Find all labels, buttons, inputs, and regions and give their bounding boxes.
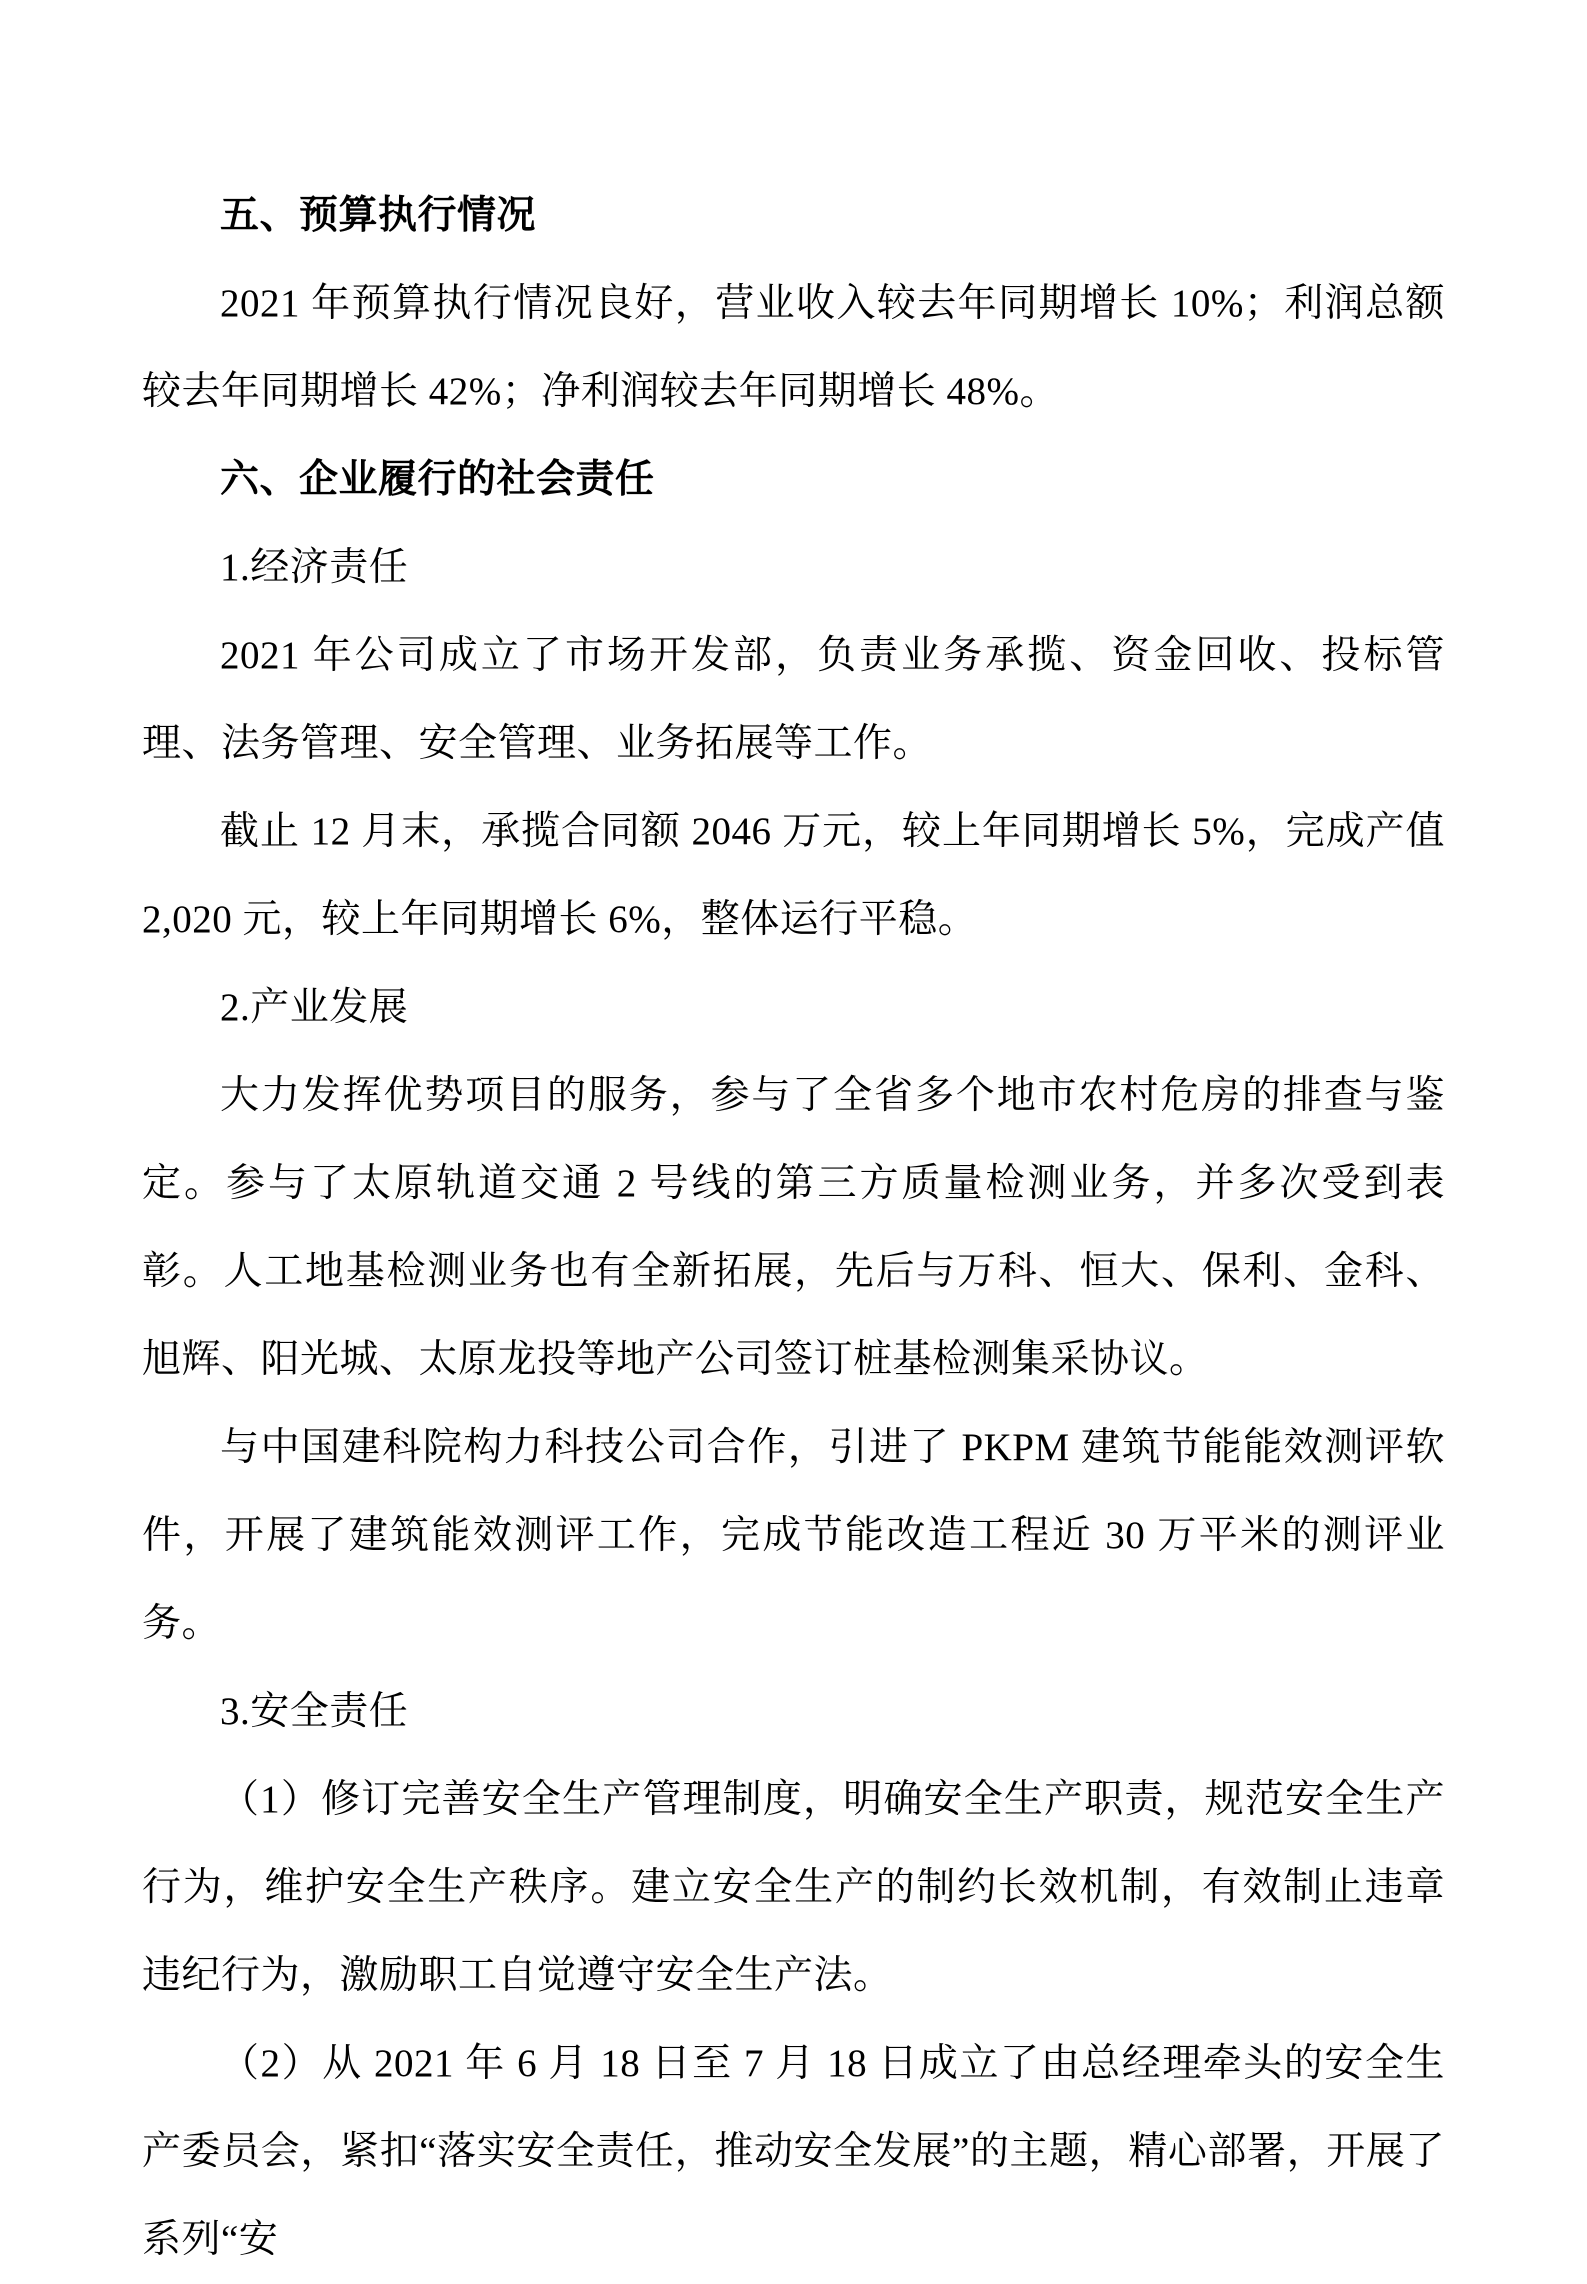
subheading-economic-responsibility: 1.经济责任 bbox=[220, 546, 409, 589]
paragraph-project-services: 大力发挥优势项目的服务，参与了全省多个地市农村危房的排查与鉴定。参与了太原轨道交通 2 号线的第三方质量检测业务，并多次受到表彰。人工地基检测业务也有全新拓展，先后与万科、恒大、保利、金科、旭辉、阳光城、太原龙投等地产公司签订桩基检测集采协议。 bbox=[142, 1074, 1445, 1381]
paragraph-safety-system: （1）修订完善安全生产管理制度，明确安全生产职责，规范安全生产行为，维护安全生产秩序。建立安全生产的制约长效机制，有效制止违章违纪行为，激励职工自觉遵守安全生产法。 bbox=[142, 1778, 1445, 1997]
section-heading-budget-execution: 五、预算执行情况 bbox=[220, 194, 537, 237]
subheading-industry-development: 2.产业发展 bbox=[220, 986, 409, 1029]
paragraph-contract-value: 截止 12 月末，承揽合同额 2046 万元，较上年同期增长 5%，完成产值 2,020 元，较上年同期增长 6%，整体运行平稳。 bbox=[142, 810, 1445, 941]
paragraph-safety-committee: （2）从 2021 年 6 月 18 日至 7 月 18 日成立了由总经理牵头的安全生产委员会，紧扣“落实安全责任，推动安全发展”的主题，精心部署，开展了系列“安 bbox=[142, 2042, 1445, 2261]
section-heading-social-responsibility: 六、企业履行的社会责任 bbox=[220, 458, 655, 501]
subheading-safety-responsibility: 3.安全责任 bbox=[220, 1690, 409, 1733]
page-content bbox=[142, 172, 1445, 2284]
paragraph-pkpm-cooperation: 与中国建科院构力科技公司合作，引进了 PKPM 建筑节能能效测评软件，开展了建筑能效测评工作，完成节能改造工程近 30 万平米的测评业务。 bbox=[142, 1426, 1445, 1645]
paragraph-market-development: 2021 年公司成立了市场开发部，负责业务承揽、资金回收、投标管理、法务管理、安全管理、业务拓展等工作。 bbox=[142, 634, 1445, 765]
paragraph-budget-results: 2021 年预算执行情况良好，营业收入较去年同期增长 10%；利润总额较去年同期增长 42%；净利润较去年同期增长 48%。 bbox=[142, 282, 1445, 413]
